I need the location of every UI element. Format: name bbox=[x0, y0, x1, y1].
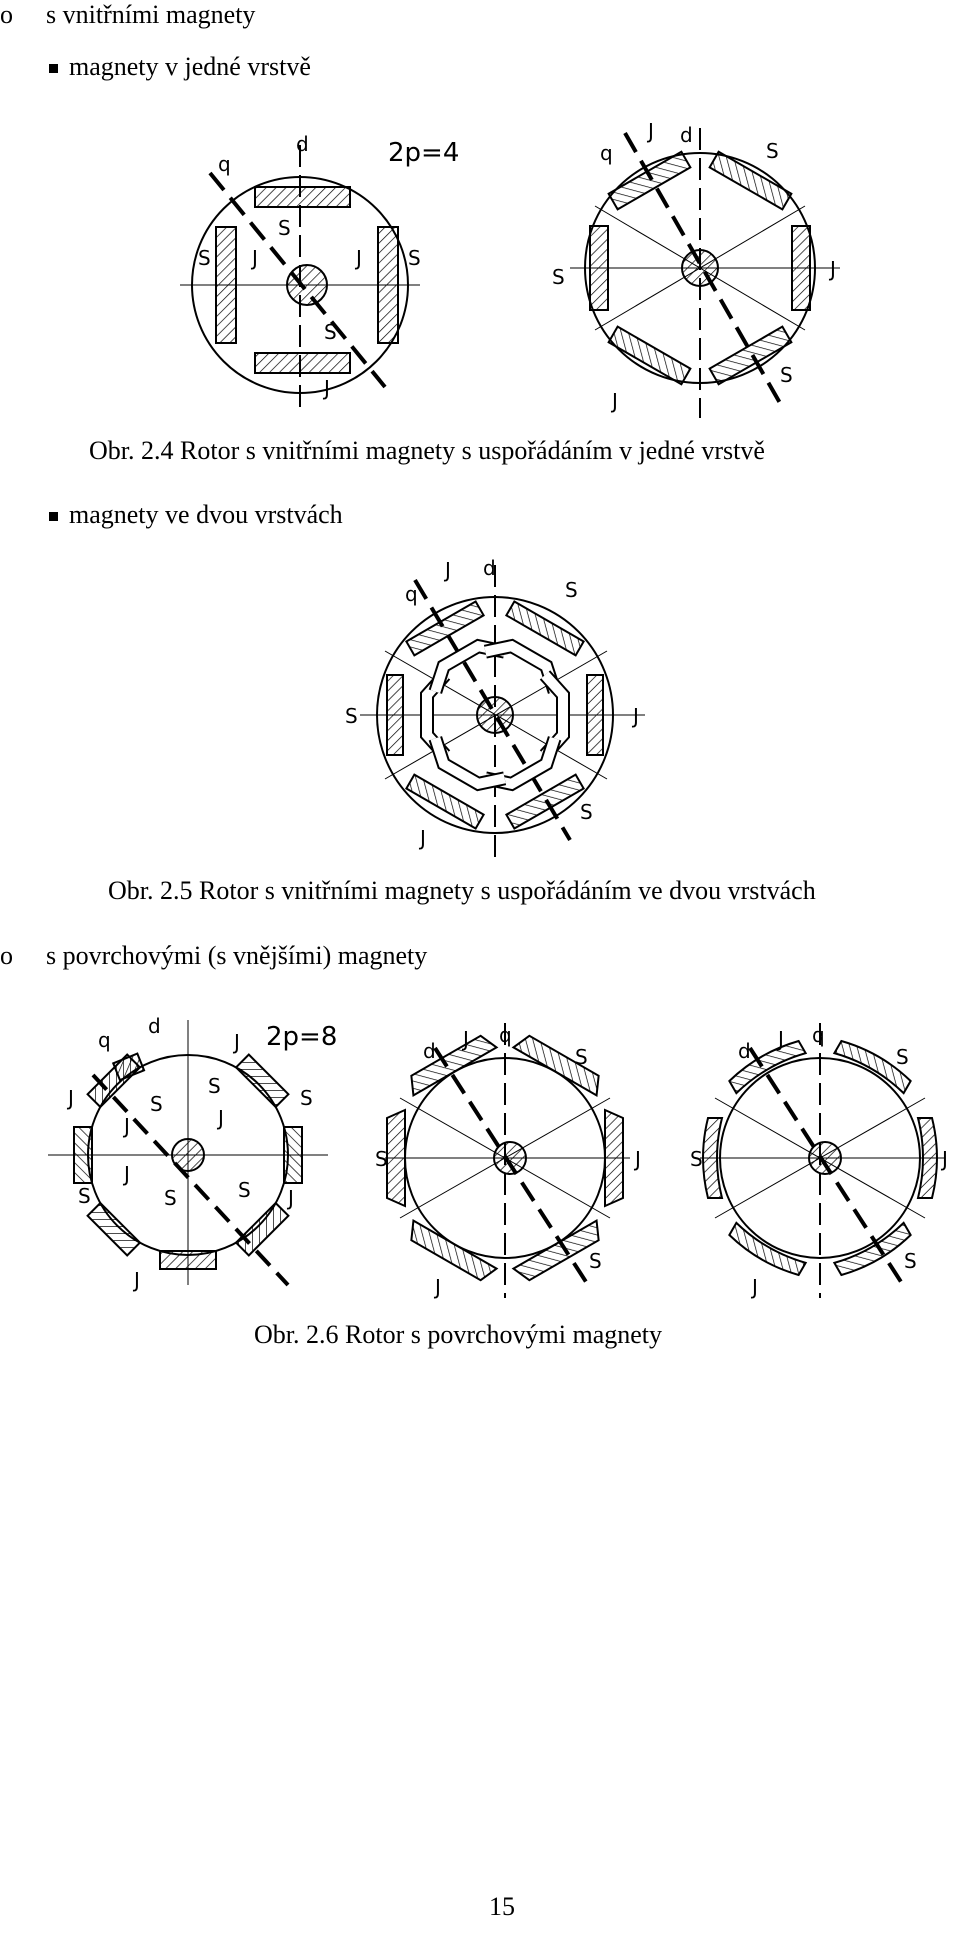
svg-text:J: J bbox=[324, 376, 330, 400]
svg-text:q: q bbox=[98, 1028, 111, 1052]
svg-text:S: S bbox=[690, 1147, 703, 1171]
svg-text:q: q bbox=[600, 141, 613, 165]
figure-caption-2-5: Obr. 2.5 Rotor s vnitřními magnety s uspořádáním ve dvou vrstvách bbox=[108, 876, 816, 905]
svg-text:J: J bbox=[218, 1106, 224, 1130]
svg-text:d: d bbox=[738, 1039, 751, 1063]
svg-text:S: S bbox=[780, 363, 793, 387]
svg-text:2p=8: 2p=8 bbox=[266, 1022, 338, 1052]
sublist-item-double-layer: magnety ve dvou vrstvách bbox=[69, 500, 343, 529]
svg-text:S: S bbox=[575, 1045, 588, 1069]
svg-text:S: S bbox=[345, 704, 358, 728]
rotor-diagram-surface-6pole-arc bbox=[690, 1018, 960, 1298]
svg-text:d: d bbox=[148, 1014, 161, 1038]
svg-text:J: J bbox=[830, 257, 836, 281]
rotor-diagram-single-layer-6pole bbox=[540, 118, 860, 418]
rotor-diagram-surface-8pole bbox=[48, 1015, 348, 1290]
svg-text:d: d bbox=[483, 556, 496, 580]
svg-text:J: J bbox=[68, 1086, 74, 1110]
svg-text:J: J bbox=[124, 1162, 130, 1186]
svg-text:d: d bbox=[296, 132, 309, 156]
svg-text:J: J bbox=[648, 119, 654, 143]
svg-text:J: J bbox=[633, 704, 639, 728]
svg-text:J: J bbox=[356, 246, 362, 270]
svg-text:S: S bbox=[300, 1086, 313, 1110]
square-bullet-icon bbox=[49, 512, 58, 521]
svg-text:J: J bbox=[635, 1147, 641, 1171]
list-marker: o bbox=[0, 941, 13, 970]
figure-caption-2-6: Obr. 2.6 Rotor s povrchovými magnety bbox=[254, 1320, 663, 1349]
svg-text:J: J bbox=[234, 1030, 240, 1054]
svg-text:S: S bbox=[552, 265, 565, 289]
svg-text:S: S bbox=[164, 1186, 177, 1210]
svg-text:S: S bbox=[324, 320, 337, 344]
svg-text:J: J bbox=[134, 1268, 140, 1292]
sublist-item-single-layer: magnety v jedné vrstvě bbox=[69, 52, 311, 81]
svg-text:J: J bbox=[463, 1027, 469, 1051]
svg-text:2p=4: 2p=4 bbox=[388, 138, 460, 168]
svg-text:S: S bbox=[278, 216, 291, 240]
svg-text:J: J bbox=[612, 389, 618, 413]
square-bullet-icon bbox=[49, 64, 58, 73]
list-item-internal-magnets: s vnitřními magnety bbox=[46, 0, 256, 29]
svg-text:J: J bbox=[445, 558, 451, 582]
svg-text:S: S bbox=[198, 246, 211, 270]
svg-text:d: d bbox=[680, 123, 693, 147]
list-item-surface-magnets: s povrchovými (s vnějšími) magnety bbox=[46, 941, 428, 970]
svg-text:J: J bbox=[942, 1147, 948, 1171]
figure-caption-2-4: Obr. 2.4 Rotor s vnitřními magnety s uspořádáním v jedné vrstvě bbox=[89, 436, 765, 465]
svg-text:S: S bbox=[904, 1249, 917, 1273]
rotor-diagram-surface-6pole-hexagonal bbox=[375, 1018, 655, 1298]
rotor-diagram-single-layer-4pole bbox=[160, 125, 460, 415]
rotor-diagram-double-layer bbox=[345, 555, 665, 860]
svg-text:S: S bbox=[766, 139, 779, 163]
svg-text:S: S bbox=[238, 1178, 251, 1202]
svg-text:J: J bbox=[752, 1275, 758, 1299]
svg-text:S: S bbox=[565, 578, 578, 602]
svg-text:J: J bbox=[124, 1114, 130, 1138]
page-number: 15 bbox=[489, 1892, 515, 1921]
svg-text:q: q bbox=[812, 1023, 825, 1047]
svg-text:J: J bbox=[435, 1275, 441, 1299]
svg-text:q: q bbox=[405, 582, 418, 606]
svg-text:S: S bbox=[589, 1249, 602, 1273]
svg-text:J: J bbox=[778, 1027, 784, 1051]
svg-text:J: J bbox=[420, 826, 426, 850]
svg-text:J: J bbox=[252, 246, 258, 270]
svg-text:S: S bbox=[375, 1147, 388, 1171]
list-marker: o bbox=[0, 0, 13, 29]
svg-text:S: S bbox=[580, 800, 593, 824]
svg-text:q: q bbox=[499, 1023, 512, 1047]
svg-text:S: S bbox=[78, 1184, 91, 1208]
svg-text:S: S bbox=[150, 1092, 163, 1116]
svg-text:J: J bbox=[288, 1186, 294, 1210]
svg-text:S: S bbox=[408, 246, 421, 270]
svg-text:q: q bbox=[218, 152, 231, 176]
svg-text:d: d bbox=[423, 1039, 436, 1063]
svg-text:S: S bbox=[896, 1045, 909, 1069]
svg-text:S: S bbox=[208, 1074, 221, 1098]
